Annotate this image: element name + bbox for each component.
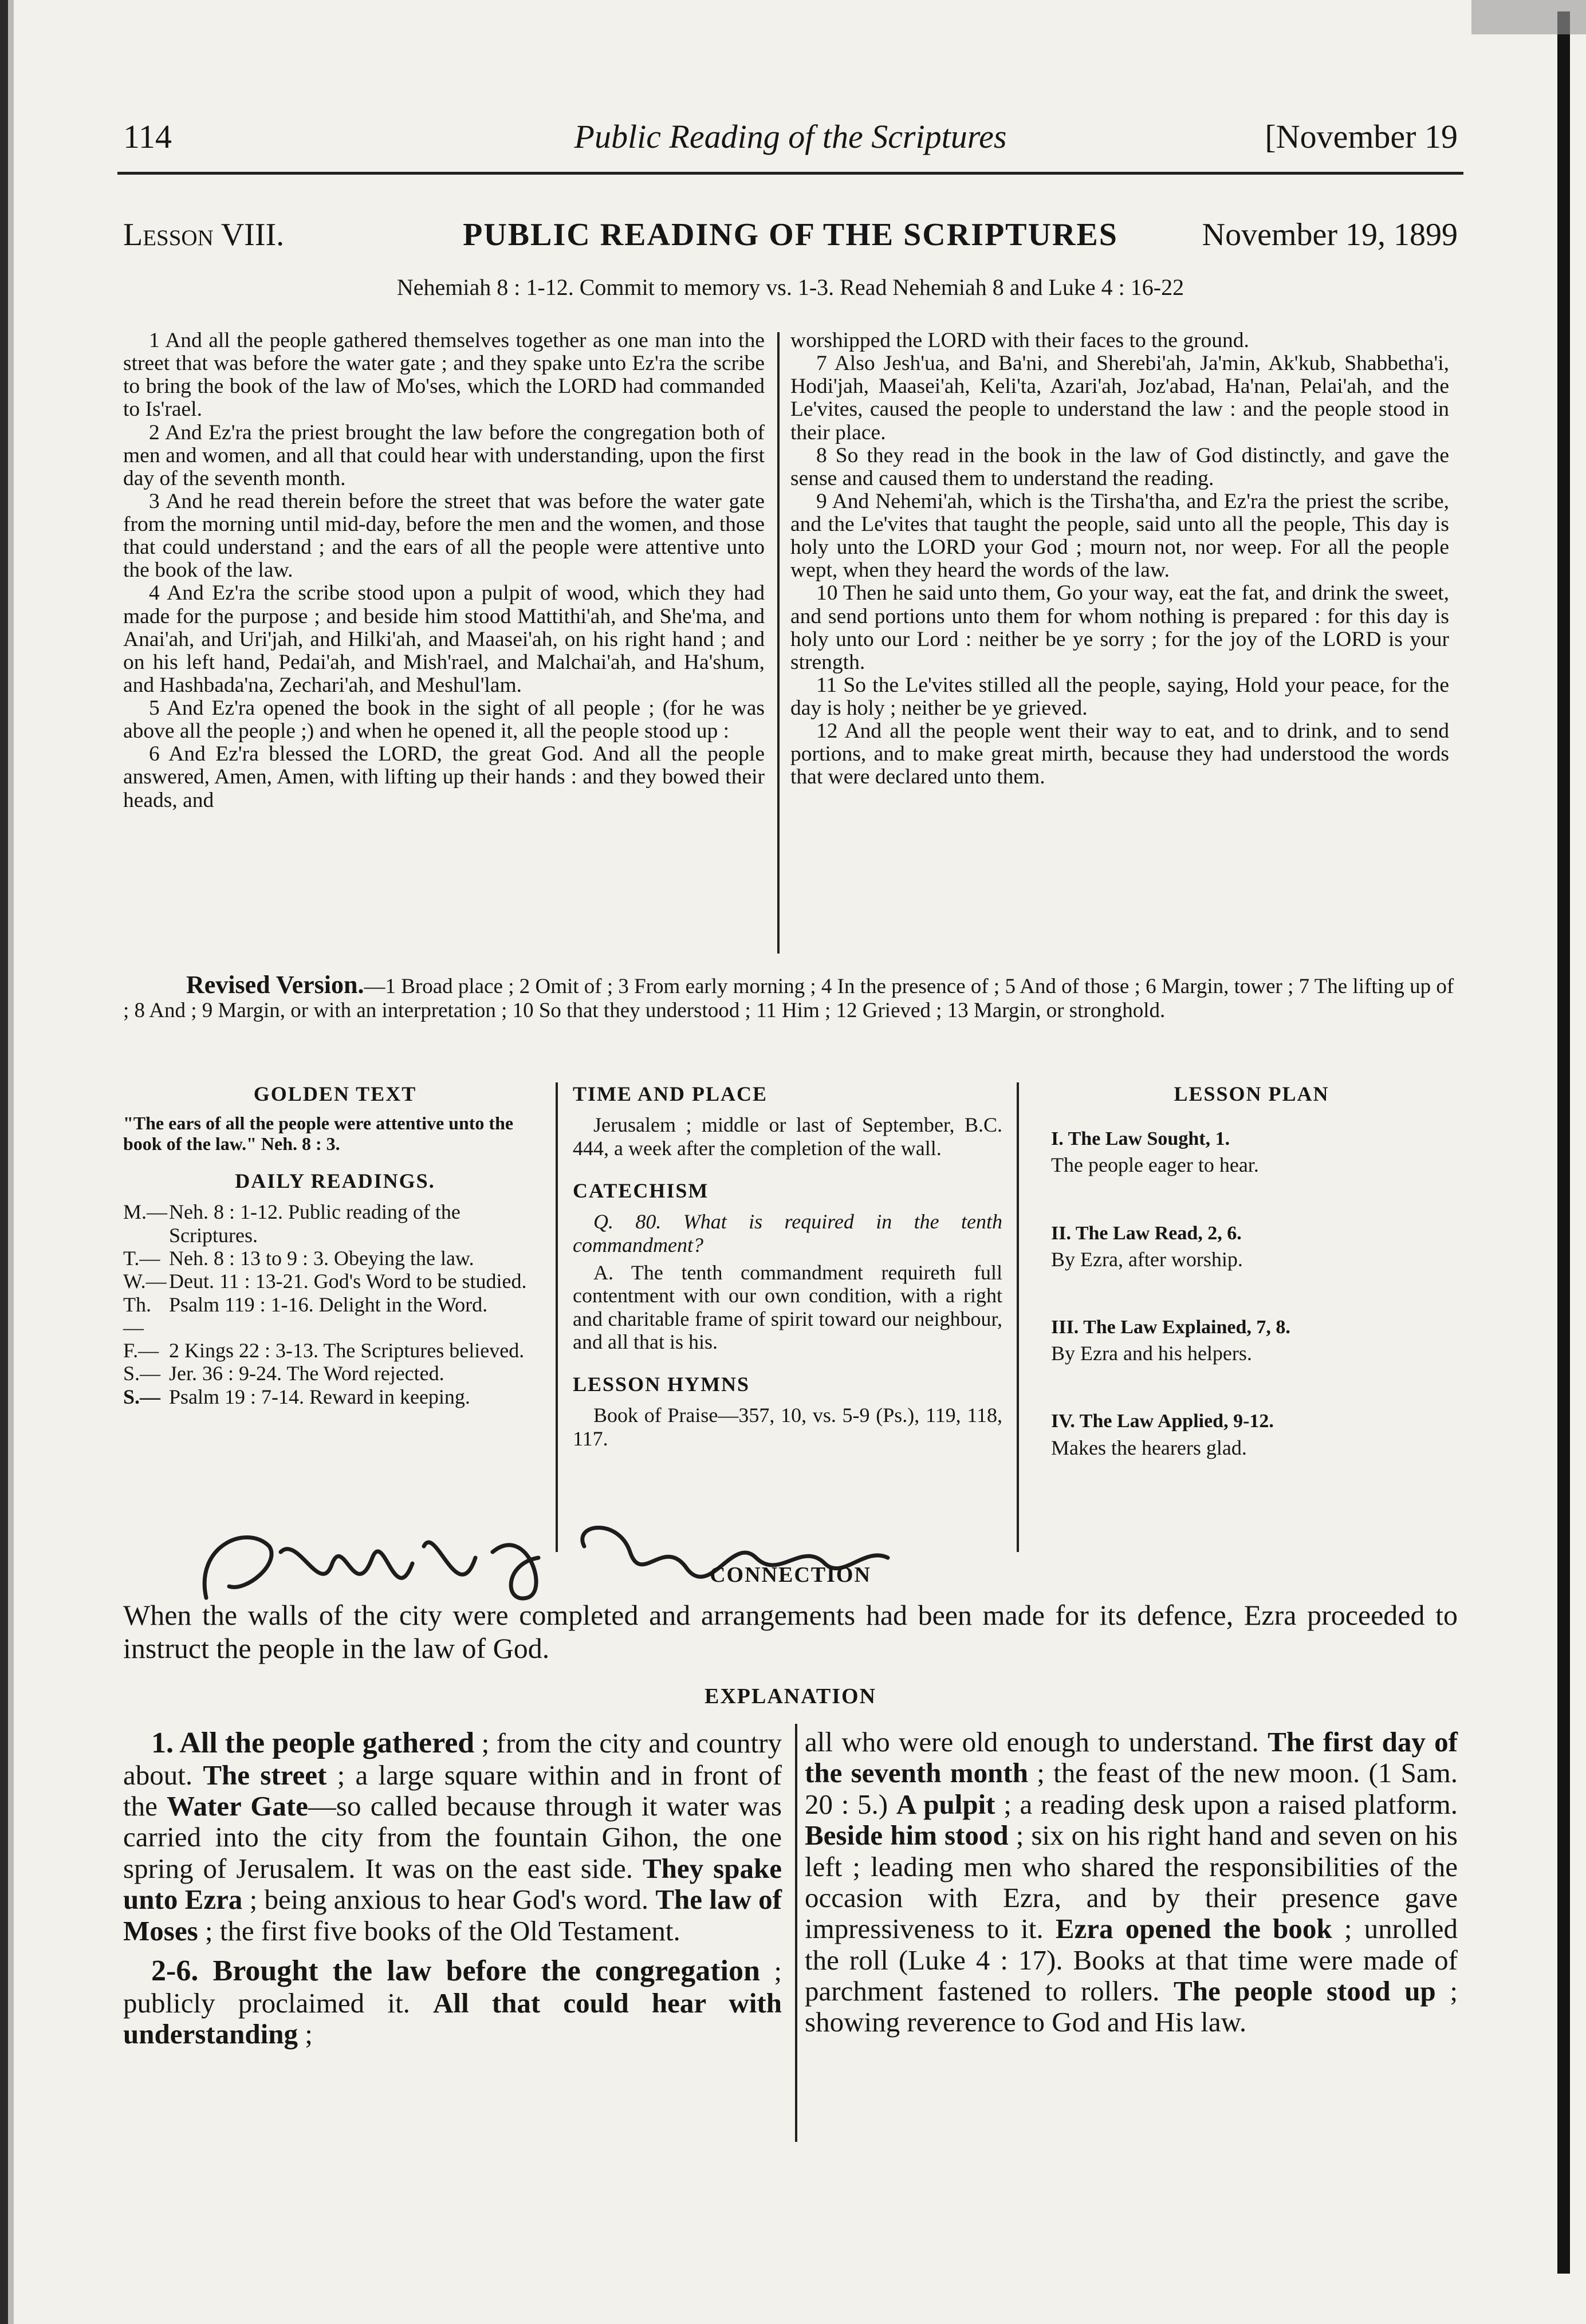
verse: 12 And all the people went their way to eat, and to drink, and to send portions, and to make great mirth, because they had understood the words that were declared unto them. xyxy=(790,719,1449,789)
scan-edge-left xyxy=(0,0,8,2324)
connection-heading: CONNECTION xyxy=(710,1563,871,1587)
daily-reading-item: S.— Jer. 36 : 9-24. The Word rejected. xyxy=(123,1362,444,1385)
box-divider xyxy=(1017,1082,1019,1552)
connection-text: When the walls of the city were completed and arrangements had been made for its defence, Ezra proceeded to instruct the people in the law of God. xyxy=(123,1599,1458,1664)
daily-reading-item: W.— Deut. 11 : 13-21. God's Word to be studied. xyxy=(123,1270,527,1293)
time-place-heading: TIME AND PLACE xyxy=(573,1082,768,1105)
time-place-box xyxy=(573,1082,1002,1450)
verse: 2 And Ez'ra the priest brought the law before the congregation both of men and women, and all that could hear with understanding, upon the first day of the seventh month. xyxy=(123,420,765,490)
explanation-left-column xyxy=(123,1727,782,2050)
explanation-paragraph: 2-6. Brought the law before the congregation ; publicly proclaimed it. All that could hear with understanding ; xyxy=(123,1954,782,2050)
verse: 8 So they read in the book in the law of God distinctly, and gave the sense and caused them to understand the reading. xyxy=(790,443,1449,490)
golden-text-box xyxy=(123,1082,547,1408)
time-place-text: Jerusalem ; middle or last of September, B.C. 444, a week after the completion of the wall. xyxy=(573,1113,1002,1160)
running-header xyxy=(123,117,1458,169)
verse: 1 And all the people gathered themselves together as one man into the street that was before the water gate ; and they spake unto Ez'ra the scribe to bring the book of the law of Mo'ses, which the LORD had commanded to Is'rael. xyxy=(123,329,765,422)
verse: 5 And Ez'ra opened the book in the sight of all people ; (for he was above all the people ;) and when he opened it, all the people stood up : xyxy=(123,696,765,743)
scan-edge-shadow xyxy=(8,0,14,2324)
lesson-hymns-heading: LESSON HYMNS xyxy=(573,1373,750,1396)
running-title: Public Reading of the Scriptures xyxy=(574,118,1007,155)
scan-edge-right xyxy=(1557,11,1570,2274)
golden-text: "The ears of all the people were attentive unto the book of the law." Neh. 8 : 3. xyxy=(123,1113,514,1155)
verse: worshipped the LORD with their faces to the ground. xyxy=(790,329,1249,352)
explanation-right-column xyxy=(805,1727,1458,2038)
catechism-heading: CATECHISM xyxy=(573,1179,709,1202)
verses-right-column xyxy=(790,329,1449,789)
lesson-plan-item: III. The Law Explained, 7, 8. By Ezra and his helpers. xyxy=(1051,1317,1290,1365)
box-divider xyxy=(556,1082,558,1552)
verses-left-column xyxy=(123,329,765,812)
verse: 11 So the Le'vites stilled all the people, saying, Hold your peace, for the day is holy ; neither be ye grieved. xyxy=(790,673,1449,720)
page-number: 114 xyxy=(123,118,172,155)
revised-version-text: —1 Broad place ; 2 Omit of ; 3 From early morning ; 4 In the presence of ; 5 And of those ; 6 Margin, tower ; 7 The lifting up of ; 8 And ; 9 Margin, or with an interpretation ; 10 So that they understood ; 11 Him ; 12 Grieved ; 13 Margin, or stronghold. xyxy=(123,975,1454,1023)
daily-reading-item: F.— 2 Kings 22 : 3-13. The Scriptures believed. xyxy=(123,1339,525,1362)
catechism-answer: A. The tenth commandment requireth full contentment with our own condition, with a right and charitable frame of spirit toward our neighbour, and all that is his. xyxy=(573,1261,1002,1353)
lesson-plan-item: II. The Law Read, 2, 6. By Ezra, after worship. xyxy=(1051,1222,1243,1271)
verse: 3 And he read therein before the street that was before the water gate from the morning until mid-day, before the men and the women, and those that could understand ; and the ears of all the people were attentive unto the book of the law. xyxy=(123,489,765,582)
lesson-date: November 19, 1899 xyxy=(1202,217,1458,253)
column-divider xyxy=(777,332,780,954)
lesson-plan-item: I. The Law Sought, 1. The people eager to hear. xyxy=(1051,1128,1259,1177)
scripture-reference: Nehemiah 8 : 1-12. Commit to memory vs. 1-3. Read Nehemiah 8 and Luke 4 : 16-22 xyxy=(396,274,1184,300)
explanation-heading: EXPLANATION xyxy=(705,1684,876,1708)
lesson-plan-heading: LESSON PLAN xyxy=(1174,1082,1329,1105)
daily-reading-item: S.— Psalm 19 : 7-14. Reward in keeping. xyxy=(123,1385,470,1408)
header-rule xyxy=(117,172,1463,175)
lesson-title-line xyxy=(123,216,1458,262)
explanation-paragraph: all who were old enough to understand. The first day of the seventh month ; the feast of the new moon. (1 Sam. 20 : 5.) A pulpit ; a reading desk upon a raised platform. Beside him stood ; six on his right hand and seven on his left ; leading men who shared the responsibilities of the occasion with Ezra, and by their presence gave impressiveness to it. Ezra opened the book ; unrolled the roll (Luke 4 : 17). Books at that time were made of parchment fastened to rollers. The people stood up ; showing reverence to God and His law. xyxy=(805,1726,1458,2038)
verse: 6 And Ez'ra blessed the LORD, the great God. And all the people answered, Amen, Amen, with lifting up their hands : and they bowed their heads, and xyxy=(123,742,765,812)
revised-version-label: Revised Version. xyxy=(186,971,364,999)
lesson-title: PUBLIC READING OF THE SCRIPTURES xyxy=(463,217,1118,253)
verse: 7 Also Jesh'ua, and Ba'ni, and Sherebi'ah, Ja'min, Ak'kub, Shabbetha'i, Hodi'jah, Maasei'ah, Keli'ta, Azari'ah, Joz'abad, Ha'nan, Pelai'ah, and the Le'vites, caused the people to understand the law : and the people stood in their place. xyxy=(790,352,1449,444)
daily-reading-item: Th.— Psalm 119 : 1-16. Delight in the Word. xyxy=(123,1293,488,1339)
header-date: [November 19 xyxy=(1265,118,1458,155)
verse: 9 And Nehemi'ah, which is the Tirsha'tha, and Ez'ra the priest the scribe, and the Le'vites that taught the people, said unto all the people, This day is holy unto the LORD your God ; mourn not, nor weep. For all the people wept, when they heard the words of the law. xyxy=(790,489,1449,582)
daily-reading-item: M.— Neh. 8 : 1-12. Public reading of the Scriptures. xyxy=(123,1200,461,1247)
verse: 10 Then he said unto them, Go your way, eat the fat, and drink the sweet, and send portions unto them for whom nothing is prepared : for this day is holy unto our Lord : neither be ye sorry ; for the joy of the LORD is your strength. xyxy=(790,581,1449,674)
revised-version-notes xyxy=(123,971,1458,1023)
daily-reading-item: T.— Neh. 8 : 13 to 9 : 3. Obeying the law. xyxy=(123,1246,474,1270)
lesson-hymns-text: Book of Praise—357, 10, vs. 5-9 (Ps.), 119, 118, 117. xyxy=(573,1404,1002,1450)
lesson-plan-item: IV. The Law Applied, 9-12. Makes the hearers glad. xyxy=(1051,1411,1274,1459)
lesson-plan-box xyxy=(1051,1082,1452,1459)
golden-text-heading: GOLDEN TEXT xyxy=(253,1082,417,1105)
scan-corner-artifact xyxy=(1471,0,1586,34)
column-divider xyxy=(795,1724,797,2142)
daily-readings-heading: DAILY READINGS. xyxy=(235,1169,435,1192)
verse: 4 And Ez'ra the scribe stood upon a pulpit of wood, which they had made for the purpose ; and beside him stood Mattithi'ah, and She'ma, and Anai'ah, and Uri'jah, and Hilki'ah, and Maasei'ah, on his right hand ; and on his left hand, Pedai'ah, and Mish'rael, and Malchai'ah, and Ha'shum, and Hashbada'na, Zechari'ah, and Meshul'lam. xyxy=(123,581,765,697)
catechism-question: Q. 80. What is required in the tenth commandment? xyxy=(573,1210,1002,1256)
explanation-paragraph: 1. All the people gathered ; from the city and country about. The street ; a large square within and in front of the Water Gate—so called because through it water was carried into the city from the fountain Gihon, the one spring of Jerusalem. It was on the east side. They spake unto Ezra ; being anxious to hear God's word. The law of Moses ; the first five books of the Old Testament. xyxy=(123,1727,782,1947)
lesson-number: Lesson VIII. xyxy=(123,217,285,253)
